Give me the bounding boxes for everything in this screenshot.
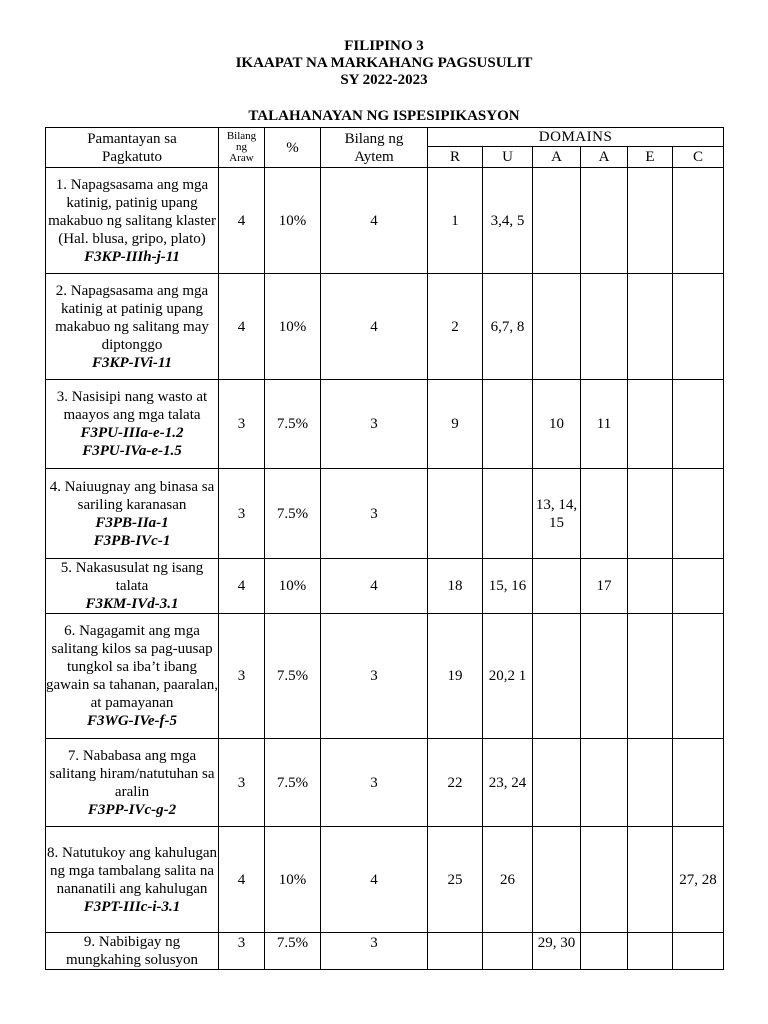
items-cell: 3 xyxy=(321,739,428,827)
domain-r-cell xyxy=(428,469,483,559)
competency-cell xyxy=(46,168,219,274)
domain-c-cell xyxy=(673,559,724,614)
domain-u-cell xyxy=(483,469,533,559)
competency-text: 8. Natutukoy ang kahulugan ng mga tambalang salita na nananatili ang kahulugan xyxy=(47,844,217,897)
domain-r-cell: 22 xyxy=(428,739,483,827)
domain-u-cell: 6,7, 8 xyxy=(483,274,533,380)
col-header-domains: DOMAINS xyxy=(428,128,724,147)
table-row xyxy=(46,380,724,469)
domain-r-cell: 19 xyxy=(428,614,483,739)
table-row xyxy=(46,274,724,380)
days-cell: 3 xyxy=(219,614,265,739)
competency-cell xyxy=(46,933,219,970)
percent-cell: 7.5% xyxy=(265,614,321,739)
domain-e-cell xyxy=(628,933,673,970)
domain-c-cell xyxy=(673,614,724,739)
competency-cell xyxy=(46,559,219,614)
competency-code: F3PP-IVc-g-2 xyxy=(87,801,177,818)
competency-code: F3KP-IVi-11 xyxy=(91,354,173,371)
percent-cell: 10% xyxy=(265,559,321,614)
domain-a2-cell xyxy=(581,274,628,380)
col-header-days: Bilang ng Araw xyxy=(219,128,265,168)
items-cell: 3 xyxy=(321,469,428,559)
domain-a2-cell: 17 xyxy=(581,559,628,614)
domain-r: R xyxy=(428,147,483,168)
days-cell: 3 xyxy=(219,933,265,970)
domain-c-cell xyxy=(673,469,724,559)
items-cell: 3 xyxy=(321,933,428,970)
percent-cell: 7.5% xyxy=(265,380,321,469)
domain-e-cell xyxy=(628,380,673,469)
percent-cell: 10% xyxy=(265,168,321,274)
competency-text: 7. Nababasa ang mga salitang hiram/natutuhan sa aralin xyxy=(49,747,215,800)
table-title: TALAHANAYAN NG ISPESIPIKASYON xyxy=(248,108,520,124)
items-cell: 3 xyxy=(321,614,428,739)
domain-a1-cell xyxy=(533,739,581,827)
domain-a1-cell xyxy=(533,559,581,614)
subject-title: FILIPINO 3 xyxy=(344,38,424,54)
domain-u-cell: 26 xyxy=(483,827,533,933)
domain-a2-cell xyxy=(581,827,628,933)
competency-text: 1. Napagsasama ang mga katinig, patinig upang makabuo ng salitang klaster (Hal. blusa, gripo, plato) xyxy=(48,176,216,247)
days-cell: 3 xyxy=(219,469,265,559)
competency-text: 4. Naiuugnay ang binasa sa sariling karanasan xyxy=(49,478,215,513)
days-cell: 3 xyxy=(219,380,265,469)
domain-u-cell xyxy=(483,933,533,970)
percent-cell: 10% xyxy=(265,274,321,380)
competency-code: F3PU-IVa-e-1.5 xyxy=(82,443,182,459)
competency-code: F3PU-IIIa-e-1.2 xyxy=(80,425,184,441)
competency-code: F3KP-IIIh-j-11 xyxy=(84,248,180,265)
domain-a2-cell xyxy=(581,168,628,274)
days-cell: 4 xyxy=(219,559,265,614)
domain-e-cell xyxy=(628,274,673,380)
percent-cell: 7.5% xyxy=(265,739,321,827)
domain-c: C xyxy=(673,147,724,168)
domain-r-cell: 9 xyxy=(428,380,483,469)
competency-cell xyxy=(46,739,219,827)
domain-u-cell: 20,2 1 xyxy=(483,614,533,739)
domain-c-cell xyxy=(673,933,724,970)
days-cell: 4 xyxy=(219,274,265,380)
domain-u-cell: 3,4, 5 xyxy=(483,168,533,274)
table-row xyxy=(46,739,724,827)
domain-e-cell xyxy=(628,614,673,739)
domain-u-cell xyxy=(483,380,533,469)
items-cell: 4 xyxy=(321,827,428,933)
domain-c-cell: 27, 28 xyxy=(673,827,724,933)
document-header xyxy=(0,38,768,89)
domain-a2: A xyxy=(581,147,628,168)
domain-u: U xyxy=(483,147,533,168)
table-row xyxy=(46,614,724,739)
table-row xyxy=(46,827,724,933)
items-cell: 4 xyxy=(321,559,428,614)
competency-text: 2. Napagsasama ang mga katinig at patinig upang makabuo ng salitang may diptonggo xyxy=(55,282,209,353)
domain-a1-cell xyxy=(533,168,581,274)
competency-cell xyxy=(46,469,219,559)
domain-e-cell xyxy=(628,559,673,614)
domain-c-cell xyxy=(673,274,724,380)
col-header-competency: Pamantayan sa Pagkatuto xyxy=(46,128,219,168)
col-header-items: Bilang ng Aytem xyxy=(321,128,428,168)
domain-u-cell: 15, 16 xyxy=(483,559,533,614)
competency-cell xyxy=(46,274,219,380)
domain-r-cell: 25 xyxy=(428,827,483,933)
domain-a1-cell xyxy=(533,827,581,933)
domain-a1-cell xyxy=(533,614,581,739)
domain-a1-cell: 10 xyxy=(533,380,581,469)
domain-a2-cell xyxy=(581,739,628,827)
table-row xyxy=(46,559,724,614)
competency-text: 3. Nasisipi nang wasto at maayos ang mga talata xyxy=(56,389,208,423)
percent-cell: 7.5% xyxy=(265,933,321,970)
domain-e-cell xyxy=(628,827,673,933)
domain-a1-cell xyxy=(533,274,581,380)
domain-r-cell xyxy=(428,933,483,970)
school-year: SY 2022-2023 xyxy=(340,72,428,88)
domain-a2-cell xyxy=(581,614,628,739)
domain-a2-cell xyxy=(581,469,628,559)
competency-cell xyxy=(46,380,219,469)
domain-e-cell xyxy=(628,168,673,274)
competency-code: F3PB-IVc-1 xyxy=(93,532,171,549)
domain-a2-cell: 11 xyxy=(581,380,628,469)
domain-e-cell xyxy=(628,469,673,559)
competency-code: F3PB-IIa-1 xyxy=(95,514,169,531)
percent-cell: 10% xyxy=(265,827,321,933)
domain-a1-cell: 13, 14, 15 xyxy=(533,469,581,559)
competency-cell xyxy=(46,614,219,739)
competency-text: 9. Nabibigay ng mungkahing solusyon xyxy=(65,934,199,968)
items-cell: 3 xyxy=(321,380,428,469)
domain-e-cell xyxy=(628,739,673,827)
domain-e: E xyxy=(628,147,673,168)
table-row xyxy=(46,168,724,274)
competency-code: F3PT-IIIc-i-3.1 xyxy=(83,898,181,915)
competency-text: 6. Nagagamit ang mga salitang kilos sa pag-uusap tungkol sa iba’t ibang gawain sa tahanan, paaralan, at pamayanan xyxy=(46,623,218,711)
exam-title: IKAAPAT NA MARKAHANG PAGSUSULIT xyxy=(235,55,533,71)
table-row xyxy=(46,933,724,970)
domain-a2-cell xyxy=(581,933,628,970)
domain-r-cell: 1 xyxy=(428,168,483,274)
competency-code: F3WG-IVe-f-5 xyxy=(87,713,177,729)
competency-text: 5. Nakasusulat ng isang talata xyxy=(60,560,204,594)
domain-r-cell: 2 xyxy=(428,274,483,380)
days-cell: 3 xyxy=(219,739,265,827)
items-cell: 4 xyxy=(321,274,428,380)
competency-code: F3KM-IVd-3.1 xyxy=(85,596,179,612)
competency-cell xyxy=(46,827,219,933)
domain-r-cell: 18 xyxy=(428,559,483,614)
col-header-percent: % xyxy=(265,128,321,168)
domain-a1: A xyxy=(533,147,581,168)
domain-a1-cell: 29, 30 xyxy=(533,933,581,970)
domain-u-cell: 23, 24 xyxy=(483,739,533,827)
domain-c-cell xyxy=(673,168,724,274)
specification-table xyxy=(45,127,724,970)
table-row xyxy=(46,469,724,559)
days-cell: 4 xyxy=(219,827,265,933)
domain-c-cell xyxy=(673,739,724,827)
domain-c-cell xyxy=(673,380,724,469)
days-cell: 4 xyxy=(219,168,265,274)
items-cell: 4 xyxy=(321,168,428,274)
percent-cell: 7.5% xyxy=(265,469,321,559)
